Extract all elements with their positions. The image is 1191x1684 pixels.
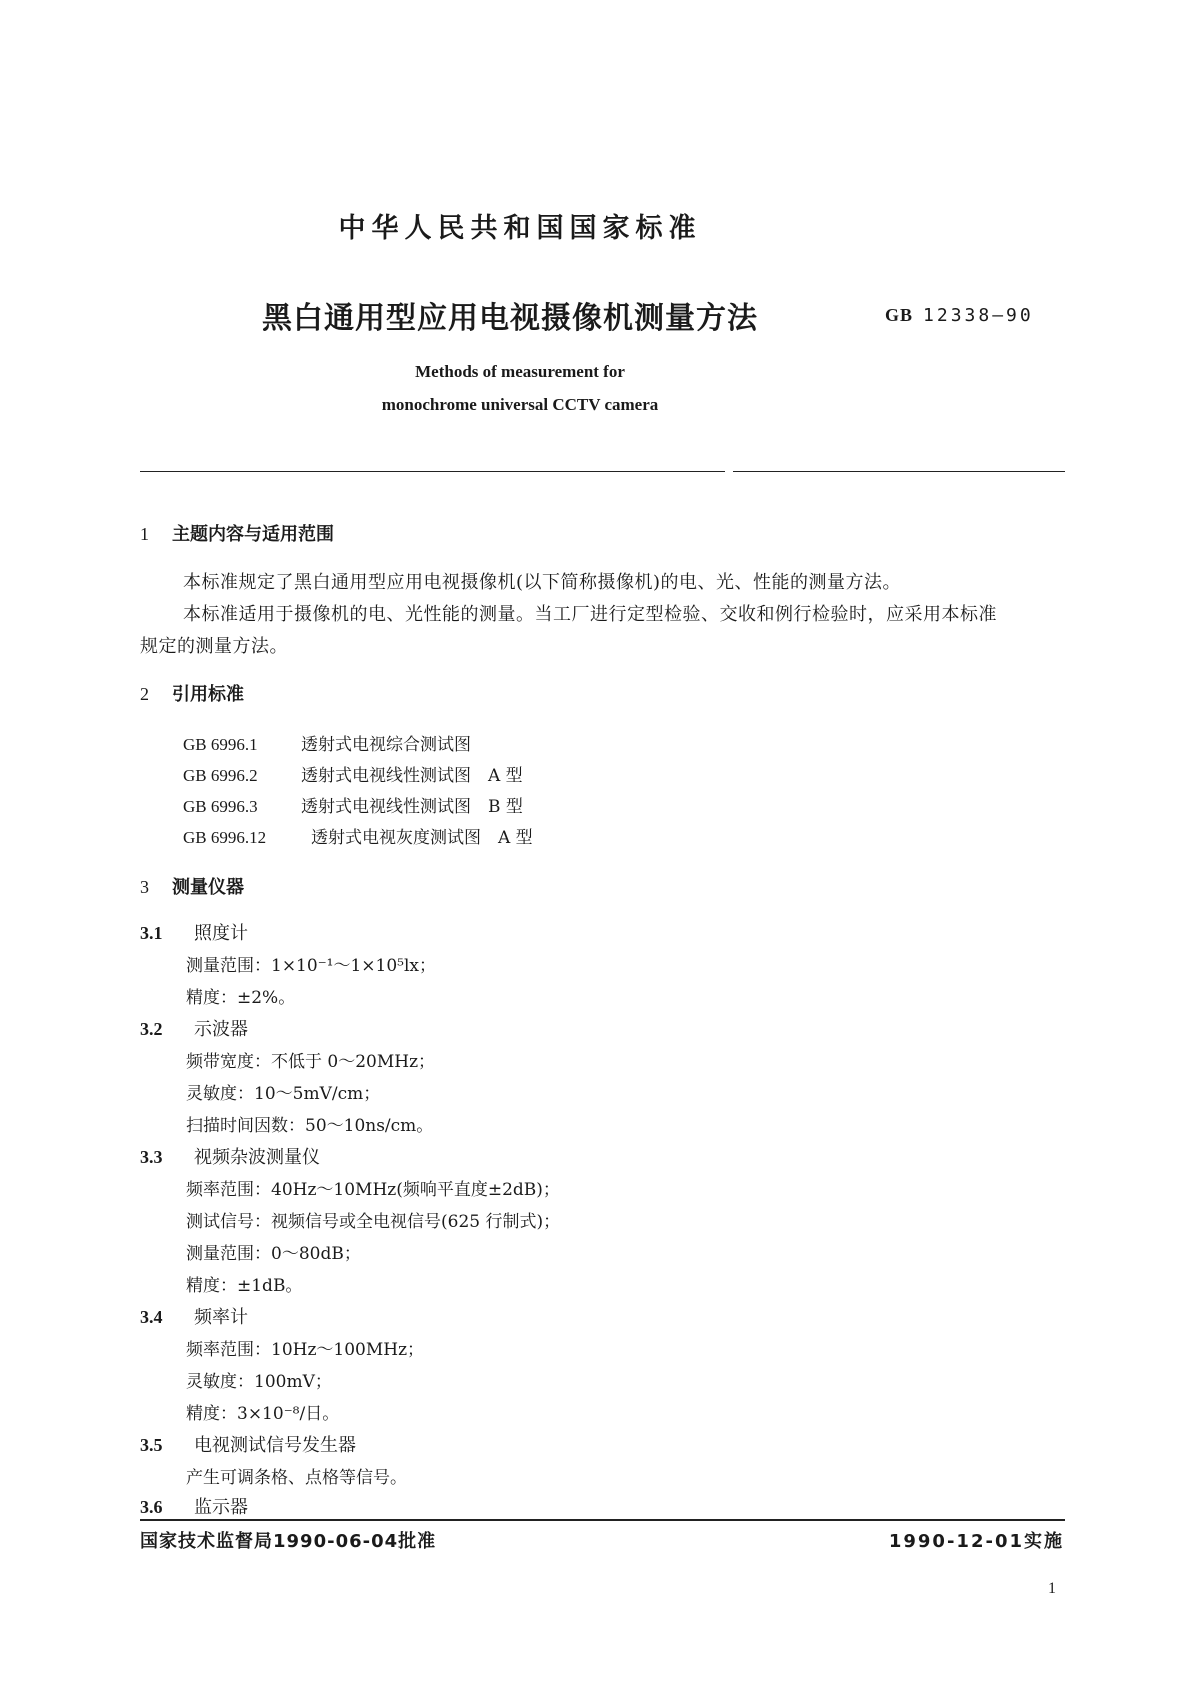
subsection-number: 3.1: [140, 923, 163, 943]
subsection-3-3: [140, 1143, 320, 1169]
spec-item: 产生可调条格、点格等信号。: [186, 1468, 407, 1488]
effective-date: 1990-12-01实施: [888, 1531, 1064, 1552]
reference-item: [183, 761, 523, 786]
standard-code-number: 12338—90: [923, 305, 1034, 326]
section-1-paragraph-1: 本标准规定了黑白通用型应用电视摄像机(以下简称摄像机)的电、光、性能的测量方法。: [183, 572, 902, 593]
subsection-3-4: [140, 1303, 248, 1329]
spec-item: 频率范围：10Hz～100MHz；: [186, 1340, 425, 1360]
reference-name: 透射式电视灰度测试图 A 型: [311, 828, 533, 848]
reference-item: [183, 823, 533, 848]
spec-item: 测量范围：0～80dB；: [186, 1244, 361, 1264]
section-1-title: 主题内容与适用范围: [172, 524, 334, 545]
section-1-number: 1: [140, 524, 149, 544]
approval-date: 国家技术监督局1990-06-04批准: [140, 1531, 437, 1552]
section-2-heading: [140, 680, 244, 706]
subsection-title: 照度计: [194, 923, 248, 944]
reference-name: 透射式电视线性测试图 B 型: [301, 797, 523, 817]
header-rule-left: [140, 471, 725, 472]
spec-item: 扫描时间因数：50～10ns/cm。: [186, 1116, 434, 1136]
subsection-3-6: [140, 1493, 248, 1519]
footer-rule: [140, 1519, 1065, 1521]
spec-item: 频率范围：40Hz～10MHz(频响平直度±2dB)；: [186, 1180, 560, 1200]
spec-item: 灵敏度：10～5mV/cm；: [186, 1084, 381, 1104]
document-title-cn: 黑白通用型应用电视摄像机测量方法: [262, 301, 758, 336]
section-2-number: 2: [140, 684, 149, 704]
spec-item: 测量范围：1×10⁻¹～1×10⁵lx；: [186, 956, 437, 976]
section-1-heading: [140, 520, 334, 546]
subsection-3-1: [140, 919, 248, 945]
section-3-heading: [140, 873, 244, 899]
page-number: 1: [1048, 1580, 1056, 1597]
subsection-number: 3.4: [140, 1307, 163, 1327]
spec-item: 精度：3×10⁻⁸/日。: [186, 1404, 340, 1424]
subsection-number: 3.6: [140, 1497, 163, 1517]
subsection-title: 示波器: [194, 1019, 248, 1040]
reference-code: GB 6996.1: [183, 735, 258, 754]
reference-item: [183, 730, 471, 755]
subsection-3-5: [140, 1431, 356, 1457]
section-2-title: 引用标准: [172, 684, 244, 705]
section-1-paragraph-2-cont: 规定的测量方法。: [140, 636, 288, 657]
header-rule-right: [733, 471, 1065, 472]
subsection-title: 电视测试信号发生器: [194, 1435, 356, 1456]
subsection-number: 3.5: [140, 1435, 163, 1455]
subsection-3-2: [140, 1015, 248, 1041]
subsection-title: 监示器: [194, 1497, 248, 1518]
section-1-paragraph-2: 本标准适用于摄像机的电、光性能的测量。当工厂进行定型检验、交收和例行检验时，应采用本标准: [183, 604, 997, 625]
reference-code: GB 6996.2: [183, 766, 258, 785]
document-title-en-line2: monochrome universal CCTV camera: [381, 395, 659, 414]
reference-name: 透射式电视综合测试图: [301, 735, 471, 755]
reference-code: GB 6996.3: [183, 797, 258, 816]
subsection-number: 3.3: [140, 1147, 163, 1167]
section-3-title: 测量仪器: [172, 877, 244, 898]
subsection-title: 频率计: [194, 1307, 248, 1328]
spec-item: 频带宽度：不低于 0～20MHz；: [186, 1052, 436, 1072]
section-3-number: 3: [140, 877, 149, 897]
spec-item: 精度：±2%。: [186, 988, 296, 1008]
document-title-en-line1: Methods of measurement for: [415, 362, 625, 381]
standard-code: [885, 305, 1034, 326]
national-standard-heading: 中华人民共和国国家标准: [338, 213, 702, 244]
standard-code-prefix: GB: [885, 305, 914, 325]
reference-name: 透射式电视线性测试图 A 型: [301, 766, 523, 786]
spec-item: 精度：±1dB。: [186, 1276, 303, 1296]
spec-item: 灵敏度：100mV；: [186, 1372, 332, 1392]
subsection-number: 3.2: [140, 1019, 163, 1039]
reference-item: [183, 792, 523, 817]
reference-code: GB 6996.12: [183, 828, 267, 847]
spec-item: 测试信号：视频信号或全电视信号(625 行制式)；: [186, 1212, 561, 1232]
subsection-title: 视频杂波测量仪: [194, 1147, 320, 1168]
